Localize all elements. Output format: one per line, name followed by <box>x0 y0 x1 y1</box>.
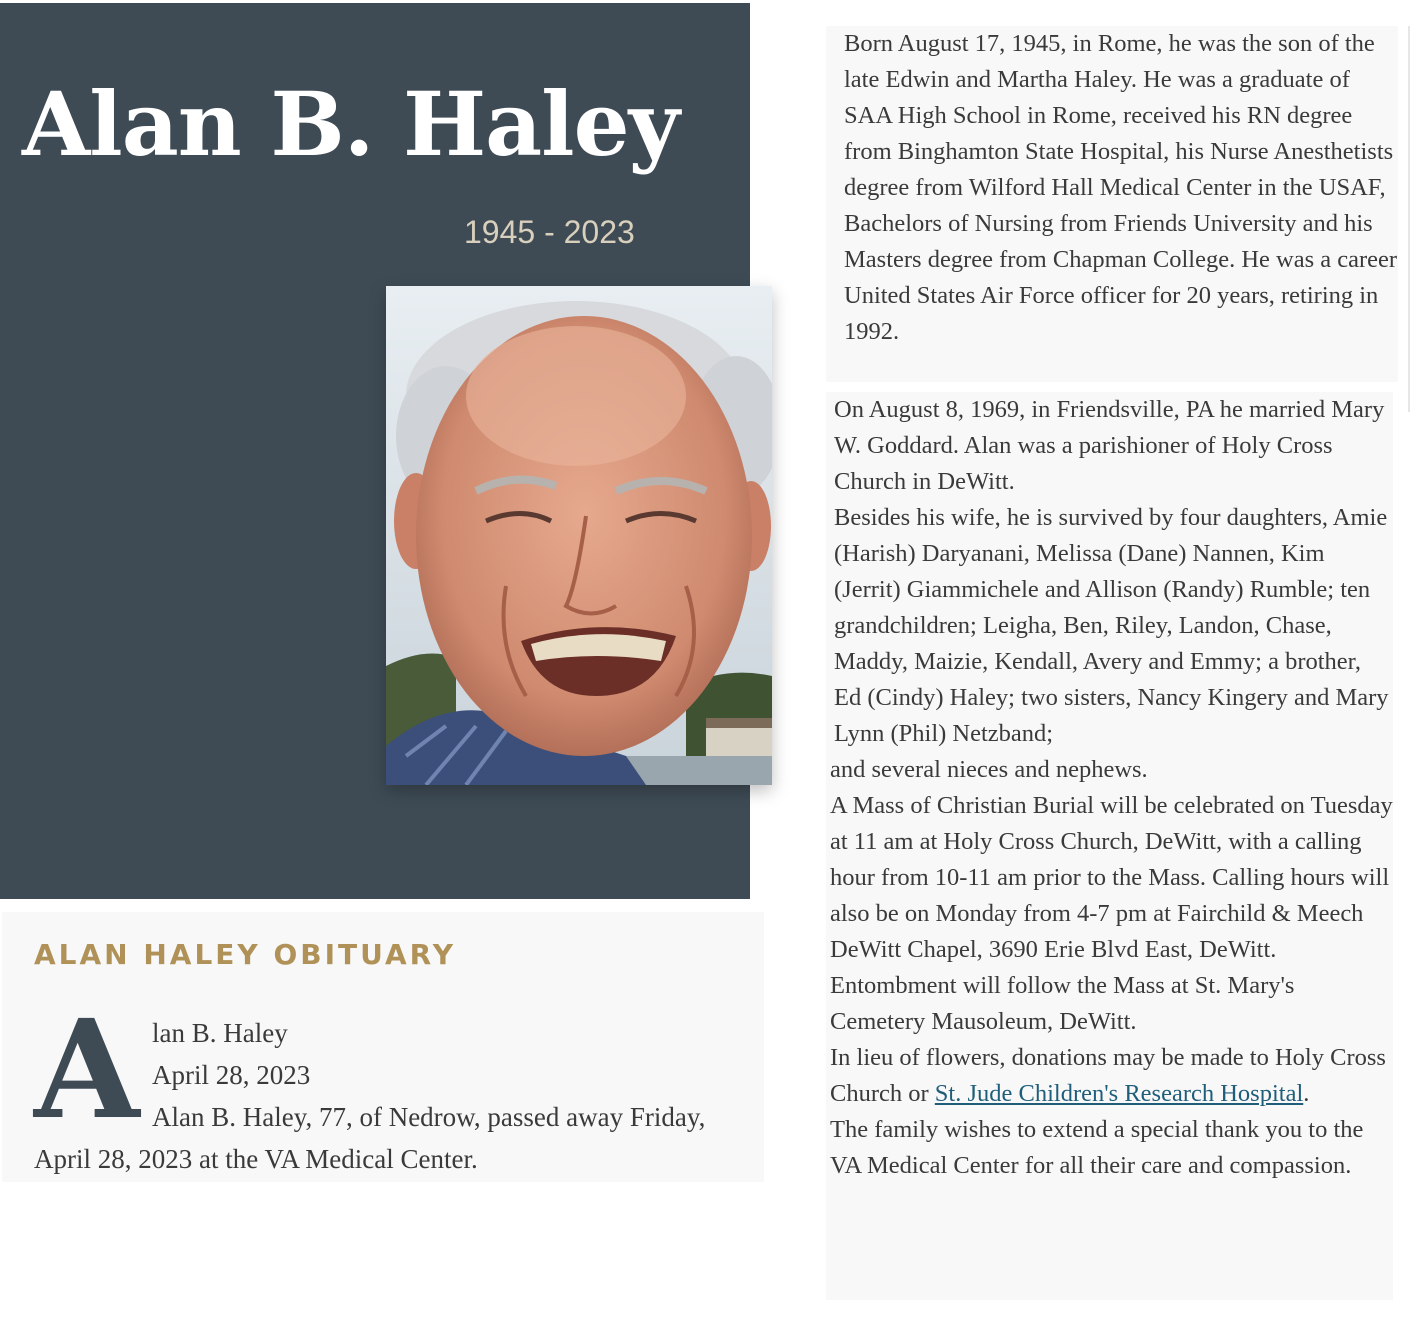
intro-sentence-end: April 28, 2023 at the VA Medical Center. <box>34 1144 478 1174</box>
biography-paragraph: Born August 17, 1945, in Rome, he was the son of the late Edwin and Martha Haley. He was a graduate of SAA High School in Rome, received his RN degree from Binghamton State Hospital, his Nurse Anesthetists degree from Wilford Hall Medical Center in the USAF, Bachelors of Nursing from Friends University and his Masters degree from Chapman College. He was a career United States Air Force officer for 20 years, retiring in 1992. <box>844 30 1398 345</box>
biography-column <box>826 26 1398 382</box>
survivors-paragraph: Besides his wife, he is survived by four daughters, Amie (Harish) Daryanani, Melissa (Dane) Nannen, Kim (Jerrit) Giammichele and Allison (Randy) Rumble; ten grandchildren; Leigha, Ben, Riley, Landon, Chase, Maddy, Maizie, Kendall, Avery and Emmy; a brother, Ed (Cindy) Haley; two sisters, Nancy Kingery and Mary Lynn (Phil) Netzband; <box>834 504 1389 747</box>
st-jude-link[interactable]: St. Jude Children's Research Hospital <box>934 1080 1304 1107</box>
family-column <box>826 392 1393 1300</box>
mass-paragraph: A Mass of Christian Burial will be celebrated on Tuesday at 11 am at Holy Cross Church, DeWitt, with a calling hour from 10-11 am prior to the Mass. Calling hours will also be on Monday from 4-7 pm at Fairchild & Meech DeWitt Chapel, 3690 Erie Blvd East, DeWitt. Entombment will follow the Mass at St. Mary's Cemetery Mausoleum, DeWitt. <box>830 792 1393 1035</box>
marriage-paragraph: On August 8, 1969, in Friendsville, PA he married Mary W. Goddard. Alan was a parishioner of Holy Cross Church in DeWitt. <box>834 396 1385 495</box>
nieces-paragraph: and several nieces and nephews. <box>830 756 1148 783</box>
portrait-photo <box>386 286 772 785</box>
donations-paragraph <box>830 1040 1393 1112</box>
portrait-photo-icon <box>386 286 772 785</box>
obituary-heading: ALAN HALEY OBITUARY <box>34 938 456 971</box>
intro-name: lan B. Haley <box>152 1018 288 1048</box>
thanks-paragraph: The family wishes to extend a special thank you to the VA Medical Center for all their care and compassion. <box>830 1116 1364 1179</box>
intro-date: April 28, 2023 <box>152 1060 311 1090</box>
life-years: 1945 - 2023 <box>464 214 635 250</box>
drop-cap: A <box>34 990 140 1150</box>
intro-sentence-start: Alan B. Haley, 77, of Nedrow, passed away Friday, <box>152 1102 706 1132</box>
obituary-intro <box>34 1012 754 1180</box>
column-divider <box>1408 26 1410 412</box>
donations-period: . <box>1303 1080 1310 1107</box>
page-title: Alan B. Haley <box>22 72 679 176</box>
donations-text: In lieu of flowers, donations may be made to Holy Cross Church or <box>830 1044 1386 1107</box>
